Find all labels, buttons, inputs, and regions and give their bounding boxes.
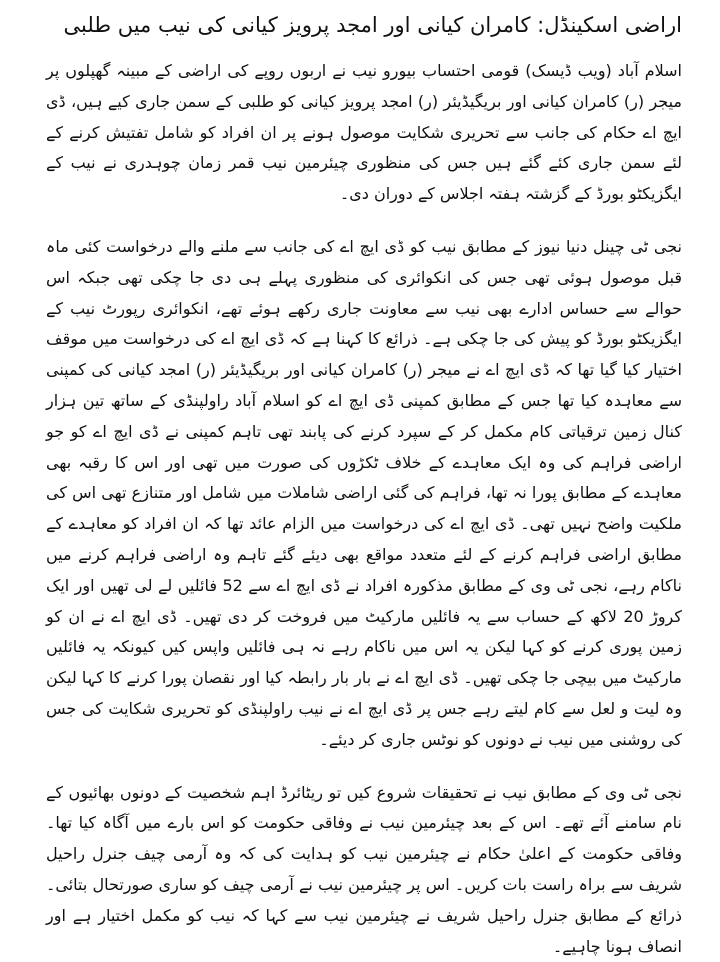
article-headline: اراضی اسکینڈل: کامران کیانی اور امجد پرویز کیانی کی نیب میں طلبی [63, 13, 682, 37]
article-paragraph-2: نجی ٹی چینل دنیا نیوز کے مطابق نیب کو ڈی ایچ اے کی جانب سے ملنے والے درخواست کئی ماہ قبل موصول ہوئی تھی جس کی انکوائری کی منظوری پہلے ہی دی جا چکی تھی جبکہ اس حوالے سے حساس ادارے بھی نیب سے معاونت جاری رکھے ہوئے تھے، انکوائری رپورٹ نیب کے ایگزیکٹو بورڈ کو پیش کی جا چکی ہے۔ ذرائع کا کہنا ہے کہ ڈی ایچ اے کی درخواست میں موقف اختیار کیا گیا تھا کہ ڈی ایچ اے نے میجر (ر) کامران کیانی اور بریگیڈیئر (ر) امجد کیانی کی کمپنی سے معاہدہ کیا تھا جس کے مطابق کمپنی ڈی ایچ اے کو اسلام آباد راولپنڈی کے ساتھ تین ہزار کنال زمین ترقیاتی کام مکمل کر کے سپرد کرنے کی پابند تھی تاہم کمپنی نے ڈی ایچ اے کو جو اراضی فراہم کی وہ ایک معاہدے کے خلاف ٹکڑوں کی صورت میں تھی اور اس کا رقبہ بھی معاہدے کے مطابق پورا نہ تھا، فراہم کی گئی اراضی شاملات میں شامل اور متنازع تھی اس کی ملکیت واضح نہیں تھی۔ ڈی ایچ اے کی درخواست میں الزام عائد تھا کہ ان افراد کو معاہدے کے مطابق اراضی فراہم کرنے کے لئے متعدد مواقع بھی دیئے گئے تاہم وہ اراضی فراہم کرنے میں ناکام رہے، نجی ٹی وی کے مطابق مذکورہ افراد نے ڈی ایچ اے سے 52 فائلیں لے لی تھیں اور ایک کروڑ 20 لاکھ کے حساب سے یہ فائلیں مارکیٹ میں فروخت کر دی تھیں۔ ڈی ایچ اے نے ان کو زمین پوری کرنے کو کہا لیکن یہ اس میں ناکام رہے نہ ہی فائلیں واپس کیں کیونکہ یہ فائلیں مارکیٹ میں بیچی جا چکی تھیں۔ ڈی ایچ اے نے بار بار رابطہ کیا اور نقصان پورا کرنے کا کہا لیکن وہ لیت و لعل سے کام لیتے رہے جس پر ڈی ایچ اے نے نیب راولپنڈی کو تحریری شکایت کی جس کی روشنی میں نیب نے دونوں کو نوٹس جاری کر دیئے۔ [46, 236, 683, 749]
article-paragraph-1: اسلام آباد (ویب ڈیسک) قومی احتساب بیورو نیب نے اربوں روپے کی اراضی کے مبینہ گھپلوں پر میجر (ر) کامران کیانی اور بریگیڈیئر (ر) امجد پرویز کیانی کو طلبی کے سمن جاری کیے ہیں، ڈی ایچ اے حکام کی جانب سے تحریری شکایت موصول ہونے پر ان افراد کو شامل تفتیش کرنے کے لئے سمن جاری کئے گئے ہیں جس کی منظوری چیئرمین نیب قمر زمان چوہدری نے نیب کے ایگزیکٹو بورڈ کے گزشتہ ہفتہ اجلاس کے دوران دی۔ [46, 61, 682, 204]
article-paragraph-3: نجی ٹی وی کے مطابق نیب نے تحقیقات شروع کیں تو ریٹائرڈ اہم شخصیت کے دونوں بھائیوں کے نام سامنے آئے تھے۔ اس کے بعد چیئرمین نیب نے وفاقی حکومت کو اس بارے میں آگاہ کیا تھا۔ وفاقی حکومت کے اعلیٰ حکام نے چیئرمین نیب کو ہدایت کی کہ وہ آرمی چیف جنرل راحیل شریف سے براہ راست بات کریں۔ اس پر چیئرمین نیب نے آرمی چیف کو ساری صورتحال بتائی۔ ذرائع کے مطابق جنرل راحیل شریف نے چیئرمین نیب سے کہا کہ نیب کو مکمل اختیار ہے اور انصاف ہونا چاہیے۔ [46, 782, 682, 956]
